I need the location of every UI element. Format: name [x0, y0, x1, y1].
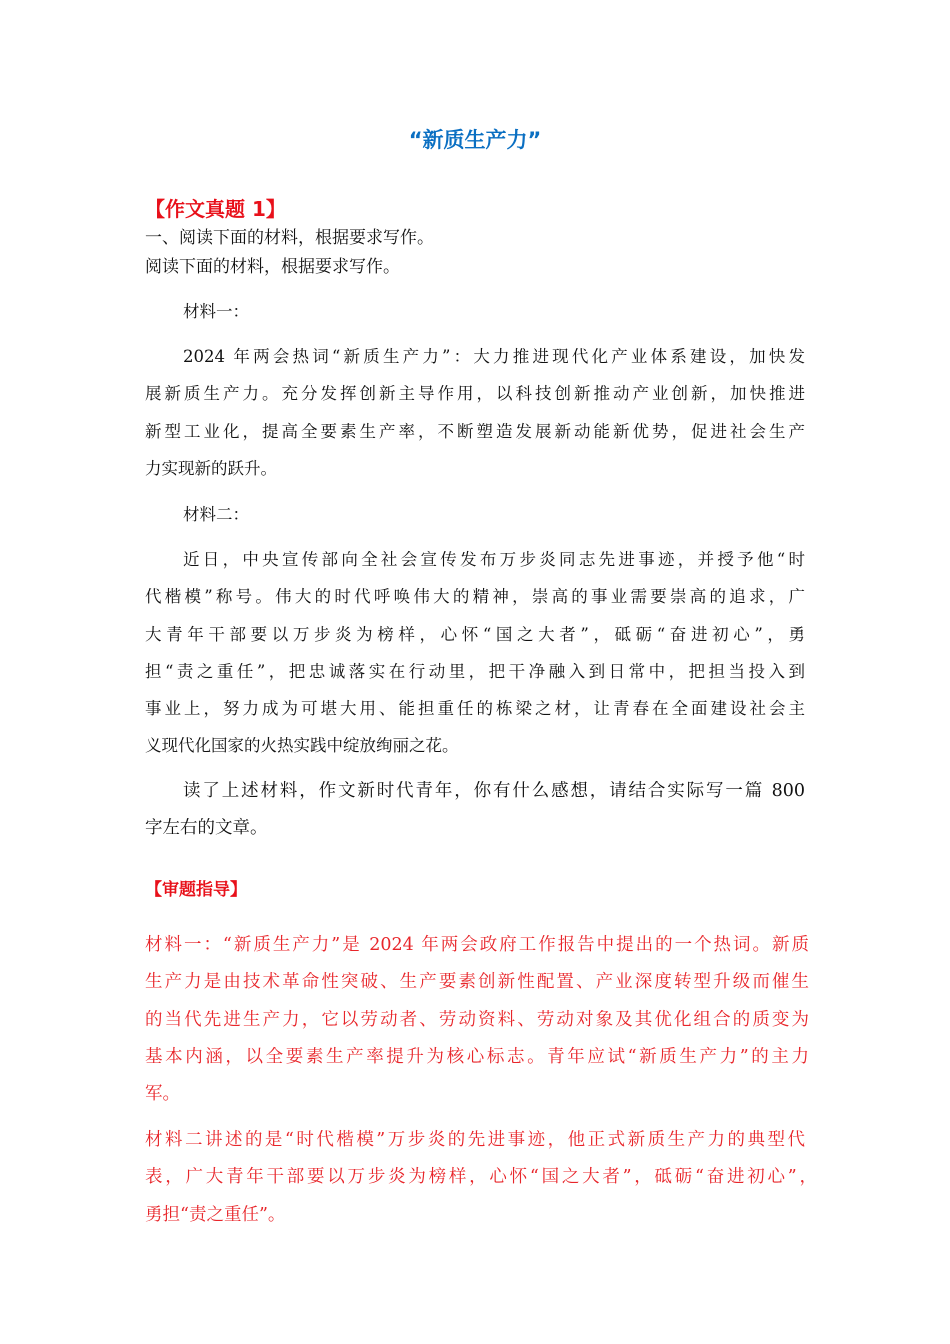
material2-paragraph	[145, 541, 805, 765]
material1-label-block	[145, 293, 805, 330]
guidance-paragraph-2	[145, 1122, 817, 1234]
text-line: 勇担“责之重任”。	[145, 1204, 286, 1225]
text-line: 表，广大青年干部要以万步炎为榜样，心怀“国之大者”，砥砺“奋进初心”，	[145, 1167, 817, 1188]
instruction-line: 一、阅读下面的材料，根据要求写作。	[145, 228, 434, 248]
document-title: “新质生产力”	[408, 128, 542, 152]
material2-label: 材料二：	[183, 505, 249, 524]
text-line: 字左右的文章。	[145, 818, 268, 839]
task-paragraph	[145, 773, 805, 848]
text-line: 事业上，努力成为可堪大用、能担重任的栋梁之材，让青春在全面建设社会主	[145, 699, 805, 719]
text-line: 新型工业化，提高全要素生产率，不断塑造发展新动能新优势，促进社会生产	[145, 421, 805, 441]
text-line: 义现代化国家的火热实践中绽放绚丽之花。	[145, 736, 459, 756]
text-line: 读了上述材料，作文新时代青年，你有什么感想，请结合实际写一篇 800	[183, 781, 805, 801]
text-line: 材料一：“新质生产力”是 2024 年两会政府工作报告中提出的一个热词。新质	[145, 935, 809, 955]
material1-label: 材料一：	[183, 302, 249, 321]
material1-paragraph	[145, 338, 805, 487]
text-line: 2024 年两会热词“新质生产力”：大力推进现代化产业体系建设，加快发	[183, 347, 805, 366]
text-line: 代楷模”称号。伟大的时代呼唤伟大的精神，崇高的事业需要崇高的追求，广	[145, 587, 805, 607]
guidance-paragraph-1	[145, 927, 809, 1113]
text-line: 的当代先进生产力，它以劳动者、劳动资料、劳动对象及其优化组合的质变为	[145, 1009, 809, 1030]
text-line: 近日，中央宣传部向全社会宣传发布万步炎同志先进事迹，并授予他“时	[183, 550, 805, 569]
text-line: 担“责之重任”，把忠诚落实在行动里，把干净融入到日常中，把担当投入到	[145, 661, 805, 681]
text-line: 基本内涵，以全要素生产率提升为核心标志。青年应试“新质生产力”的主力	[145, 1046, 809, 1067]
text-line: 军。	[145, 1084, 180, 1105]
text-line: 生产力是由技术革命性突破、生产要素创新性配置、产业深度转型升级而催生	[145, 972, 809, 993]
essay-question-heading: 【作文真题 1】	[145, 197, 286, 221]
text-line: 材料二讲述的是“时代楷模”万步炎的先进事迹，他正式新质生产力的典型代	[145, 1130, 805, 1150]
instruction-line: 阅读下面的材料，根据要求写作。	[145, 257, 400, 277]
text-line: 展新质生产力。充分发挥创新主导作用，以科技创新推动产业创新，加快推进	[145, 384, 805, 404]
material2-label-block	[145, 496, 805, 533]
text-line: 力实现新的跃升。	[145, 458, 277, 478]
guidance-heading: 【审题指导】	[145, 880, 247, 900]
text-line: 大青年干部要以万步炎为榜样，心怀“国之大者”，砥砺“奋进初心”，勇	[145, 624, 805, 644]
